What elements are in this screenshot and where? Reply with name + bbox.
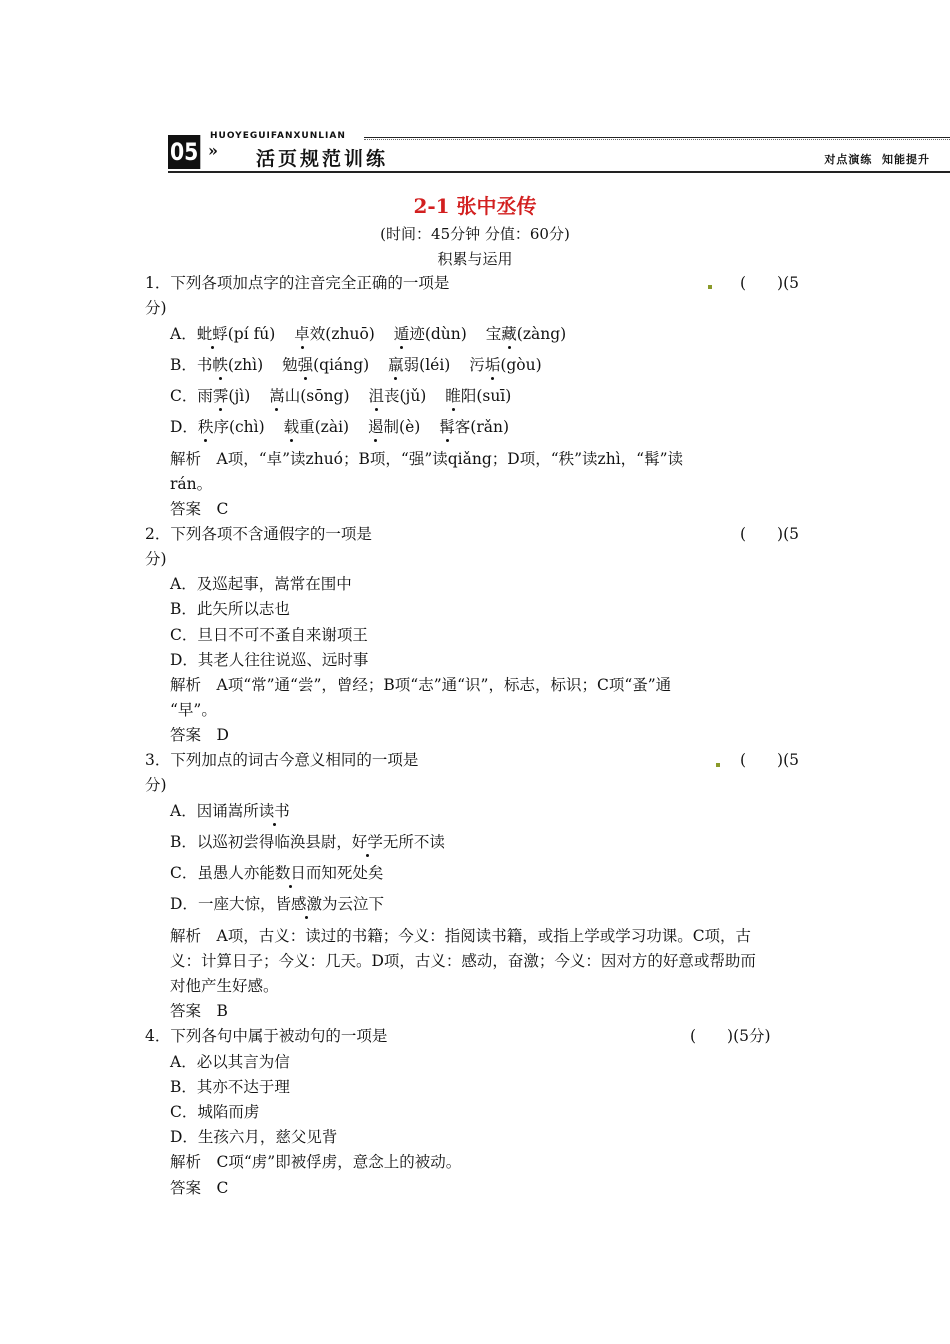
banner-title: 活页规范训练 — [256, 148, 389, 170]
q2-analysis-cont: “早”。 — [170, 701, 217, 719]
banner-bottom-rule — [168, 171, 950, 173]
emphasis-dots: 睢 — [445, 387, 461, 405]
q3-answer: 答案 B — [170, 1002, 228, 1020]
emphasis-dots: 卓 — [294, 325, 310, 343]
emphasis-dots: 载 — [283, 418, 300, 436]
q3-analysis-cont: 义：计算日子；今义：几天。D项，古义：感动，奋激；今义：因对方的好意或帮助而 — [170, 952, 756, 970]
emphasis-dots: 髯 — [439, 418, 455, 436]
q1-analysis-cont: rán。 — [170, 475, 213, 493]
page-title: 2-1 张中丞传 — [413, 194, 537, 218]
q4-answer: 答案 C — [170, 1179, 229, 1197]
q3-analysis: 解析 A项，古义：读过的书籍；今义：指阅读书籍，或指上学或学习功课。C项，古 — [170, 927, 752, 945]
banner-right-text: 对点演练 知能提升 — [824, 153, 930, 166]
emphasis-dots: 垢 — [484, 356, 501, 374]
emphasis-dots: 沮 — [368, 387, 384, 405]
q3-option-a: A．因诵嵩所读书 — [170, 802, 290, 820]
q3-option-b: B．以巡初尝得临涣县尉，好学无所不读 — [170, 833, 445, 851]
q2-answer-blank: ( )(5 — [740, 525, 800, 543]
emphasis-dots: 读书 — [258, 802, 290, 820]
emphasis-dots: 数日 — [274, 864, 306, 882]
q1-option-c: C．雨霁(jì) 嵩山(sōng) 沮丧(jǔ) 睢阳(suī) — [170, 387, 512, 405]
q2-option-d: D．其老人往往说巡、远时事 — [170, 651, 369, 669]
time-score-info: (时间：45分钟 分值：60分) — [380, 225, 570, 243]
emphasis-dots: 嵩 — [269, 387, 285, 405]
emphasis-dots: 感激 — [290, 895, 322, 913]
banner-number: 05 — [168, 135, 200, 169]
emphasis-dots: 藏 — [501, 325, 517, 343]
chevron-icon: » — [208, 141, 218, 160]
q2-analysis: 解析 A项“常”通“尝”，曾经；B项“志”通“识”，标志，标识；C项“蚤”通 — [170, 676, 672, 694]
q1-points: 分) — [145, 299, 167, 317]
q3-points: 分) — [145, 776, 167, 794]
q1-stem: 1．下列各项加点字的注音完全正确的一项是 — [145, 274, 450, 292]
emphasis-dots: 霁 — [212, 387, 229, 405]
emphasis-dots: 好学 — [351, 833, 383, 851]
emphasis-dots: 遏 — [368, 418, 384, 436]
banner-top-rule — [364, 137, 950, 138]
header-banner — [168, 130, 950, 172]
green-dot-icon — [708, 285, 712, 289]
q3-option-d: D．一座大惊，皆感激为云泣下 — [170, 895, 384, 913]
q4-option-d: D．生孩六月，慈父见背 — [170, 1128, 338, 1146]
q4-option-a: A．必以其言为信 — [170, 1053, 290, 1071]
q4-analysis: 解析 C项“虏”即被俘虏，意念上的被动。 — [170, 1153, 462, 1171]
emphasis-dots: 蚍蜉 — [196, 325, 228, 343]
q2-option-c: C．旦日不可不蚤自来谢项王 — [170, 626, 368, 644]
q2-answer: 答案 D — [170, 726, 229, 744]
q1-answer-blank: ( )(5 — [740, 274, 800, 292]
q2-option-a: A．及巡起事，嵩常在围中 — [170, 575, 352, 593]
q4-option-c: C．城陷而虏 — [170, 1103, 260, 1121]
q3-option-c: C．虽愚人亦能数日而知死处矣 — [170, 864, 384, 882]
q2-option-b: B．此矢所以志也 — [170, 600, 290, 618]
section-heading: 积累与运用 — [437, 250, 513, 268]
banner-pinyin: HUOYEGUIFANXUNLIAN — [210, 131, 346, 141]
emphasis-dots: 强 — [297, 356, 314, 374]
q1-answer: 答案 C — [170, 500, 229, 518]
q3-analysis-cont2: 对他产生好感。 — [170, 977, 279, 995]
q1-option-b: B．书帙(zhì) 勉强(qiáng) 羸弱(léi) 污垢(gòu) — [170, 356, 542, 374]
q2-points: 分) — [145, 550, 167, 568]
emphasis-dots: 帙 — [212, 356, 228, 374]
q3-answer-blank: ( )(5 — [740, 751, 800, 769]
q4-answer-blank: ( )(5分) — [690, 1027, 771, 1045]
q1-option-a: A．蚍蜉(pí fú) 卓效(zhuō) 遁迹(dùn) 宝藏(zàng) — [170, 325, 567, 343]
banner-dotted-rule — [364, 139, 950, 140]
q2-stem: 2．下列各项不含通假字的一项是 — [145, 525, 372, 543]
emphasis-dots: 遁 — [393, 325, 410, 343]
q1-option-d: D．秩序(chì) 载重(zài) 遏制(è) 髯客(rǎn) — [170, 418, 510, 436]
q4-option-b: B．其亦不达于理 — [170, 1078, 290, 1096]
green-dot-icon — [716, 763, 720, 767]
q4-stem: 4．下列各句中属于被动句的一项是 — [145, 1027, 388, 1045]
emphasis-dots: 秩 — [197, 418, 214, 436]
q3-stem: 3．下列加点的词古今意义相同的一项是 — [145, 751, 419, 769]
q1-analysis: 解析 A项，“卓”读zhuó；B项，“强”读qiǎng；D项，“秩”读zhì，“髯”读 — [170, 450, 683, 468]
emphasis-dots: 羸 — [388, 356, 404, 374]
